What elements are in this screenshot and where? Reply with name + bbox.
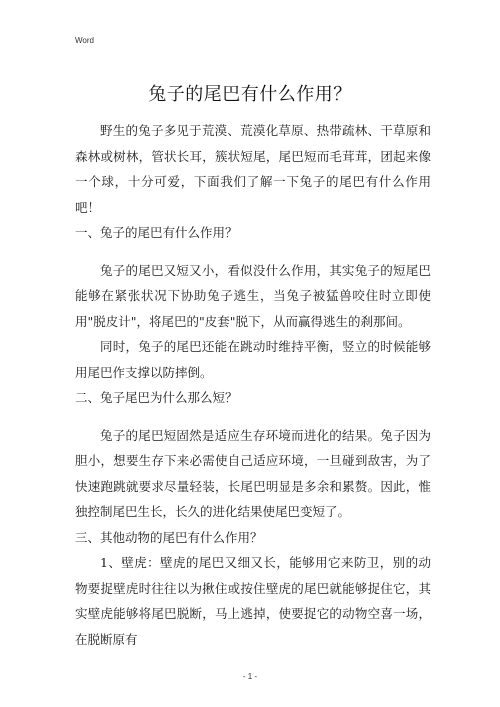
- list-item-number: 1、: [100, 555, 122, 570]
- page-number: - 1 -: [242, 672, 258, 681]
- section-heading: 一、兔子的尾巴有什么作用？: [75, 225, 238, 240]
- list-item-text: 壁虎：壁虎的尾巴又细又长，能够用它来防卫，别的动物要捉壁虎时往往以为揪住或按住壁虎的尾巴就能够捉住它，其实壁虎能够将尾巴脱断，马上逃掉，使要捉它的动物空喜一场，在脱断原有: [75, 555, 431, 647]
- body-paragraph: 兔子的尾巴短固然是适应生存环境而进化的结果。兔子因为胆小，想要生存下来必需使自己适应环境，一旦碰到敌害，为了快速跑跳就要求尽量轻装，长尾巴明显是多余和累赘。因此，惟独控制尾巴生长，长久的进化结果使尾巴变短了。: [75, 427, 431, 519]
- spacer: [75, 246, 431, 258]
- document-title: 兔子的尾巴有什么作用？: [148, 84, 352, 105]
- body-paragraph: 兔子的尾巴又短又小，看似没什么作用，其实兔子的短尾巴能够在紧张状况下协助兔子逃生，当兔子被猛兽咬住时立即使用"脱皮计"，将尾巴的"皮套"脱下，从而赢得逃生的刹那间。: [75, 262, 431, 329]
- body-paragraph: 同时，兔子的尾巴还能在跳动时维持平衡，竖立的时候能够用尾巴作支撑以防摔倒。: [75, 339, 431, 380]
- list-item: [75, 550, 431, 652]
- section-heading: 二、兔子尾巴为什么那么短？: [75, 390, 238, 405]
- intro-paragraph: 野生的兔子多见于荒漠、荒漠化草原、热带疏林、干草原和森林或树林，管状长耳，簇状短尾，尾巴短而毛茸茸，团起来像一个球，十分可爱，下面我们了解一下兔子的尾巴有什么作用吧！: [75, 123, 431, 215]
- app-label: Word: [75, 36, 94, 45]
- document-body: [75, 118, 431, 652]
- section-heading: 三、其他动物的尾巴有什么作用？: [75, 529, 263, 545]
- spacer: [75, 411, 431, 423]
